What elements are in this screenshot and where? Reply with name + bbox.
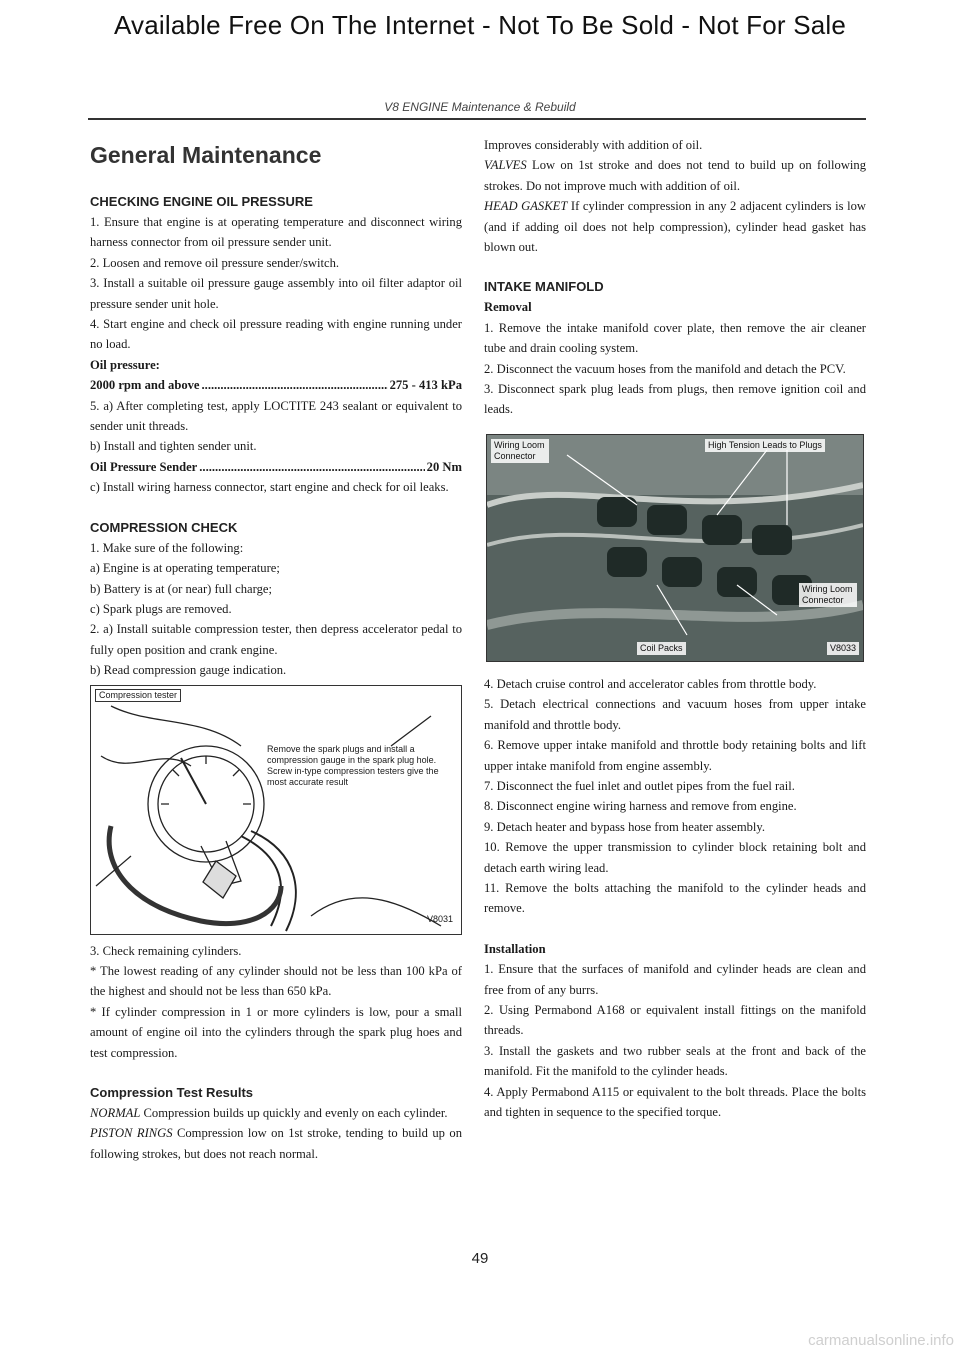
results-valves-text: Low on 1st stroke and does not tend to build up on following strokes. Do not improve much with addition of oil. [484,158,867,193]
removal-step-3: 3. Disconnect spark plug leads from plugs, then remove ignition coil and leads. [484,382,866,417]
install-step-2: 2. Using Permabond A168 or equivalent install fittings on the manifold threads. [484,1002,866,1038]
oil-step-5b: b) Install and tighten sender unit. [90,439,257,454]
compression-heading: COMPRESSION CHECK [90,519,238,535]
photo-label-wiring-loom-1: Wiring Loom Connector [491,439,549,463]
compression-gauge-illustration [91,686,461,934]
install-step-3: 3. Install the gaskets and two rubber seals at the front and back of the manifold. Fit the manifold to the cylinder heads. [484,1043,866,1079]
oil-step-3: 3. Install a suitable oil pressure gauge assembly into oil filter adaptor oil pressure sender unit hole. [90,276,462,311]
results-gasket-text: If cylinder compression in any 2 adjacent cylinders is low (and if adding oil does not help compression), cylinder head gasket has blown out. [484,199,867,255]
removal-step-6: 6. Remove upper intake manifold and throttle body retaining bolts and lift upper intake manifold from engine assembly. [484,738,866,773]
results-valves [484,155,866,196]
comp-step-2a: 2. a) Install suitable compression tester, then depress accelerator pedal to fully open position and crank engine. [90,622,462,657]
removal-step-7: 7. Disconnect the fuel inlet and outlet pipes from the fuel rail. [484,778,795,793]
oil-spec-1-label: 2000 rpm and above [90,378,200,393]
removal-step-5: 5. Detach electrical connections and vacuum hoses from upper intake manifold and throttle body. [484,697,866,732]
results-rings [90,1123,462,1164]
removal-step-1: 1. Remove the intake manifold cover plate, then remove the air cleaner tube and drain cooling system. [484,320,866,356]
results-heading: Compression Test Results [90,1084,254,1100]
comp-step-1c: c) Spark plugs are removed. [90,601,232,616]
install-step-4: 4. Apply Permabond A115 or equivalent to the bolt threads. Place the bolts and tighten in sequence to the specified torque. [484,1084,866,1119]
left-column [90,140,462,1164]
install-step-1: 1. Ensure that the surfaces of manifold and cylinder heads are clean and free from of any burrs. [484,962,866,997]
results-gasket-lead: HEAD GASKET [484,199,568,214]
oil-spec-row-2 [90,457,462,477]
oil-step-2: 2. Loosen and remove oil pressure sender/switch. [90,255,340,270]
removal-step-8: 8. Disconnect engine wiring harness and remove from engine. [484,799,797,814]
photo-code: V8033 [827,642,859,655]
comp-step-1b: b) Battery is at (or near) full charge; [90,581,272,596]
oil-pressure-heading: CHECKING ENGINE OIL PRESSURE [90,194,313,209]
removal-step-11: 11. Remove the bolts attaching the manifold to the cylinder heads and remove. [484,880,866,916]
leader-dots [199,457,424,477]
removal-step-10: 10. Remove the upper transmission to cylinder block retaining bolt and detach earth wiring lead. [484,840,866,875]
results-gasket [484,196,866,257]
removal-step-9: 9. Detach heater and bypass hose from heater assembly. [484,819,766,834]
results-normal-lead: NORMAL [90,1105,141,1120]
leader-dots [202,375,388,395]
running-head: V8 ENGINE Maintenance & Rebuild [384,100,576,114]
results-normal [90,1103,462,1123]
results-normal-text: Compression builds up quickly and evenly on each cylinder. [143,1105,448,1120]
oil-spec-heading: Oil pressure: [90,357,160,372]
installation-heading: Installation [484,941,546,956]
header-rule [88,118,866,120]
comp-bullet-1: * The lowest reading of any cylinder should not be less than 100 kPa of the highest and should not be less than 650 kPa. [90,963,462,999]
photo-label-coil-packs: Coil Packs [637,642,686,655]
oil-step-1: 1. Ensure that engine is at operating temperature and disconnect wiring harness connector from oil pressure sender unit. [90,215,462,250]
engine-bay-photo [487,435,863,661]
comp-step-3: 3. Check remaining cylinders. [90,943,242,958]
results-valves-lead: VALVES [484,158,527,173]
oil-spec-row-1 [90,375,462,395]
comp-step-2b: b) Read compression gauge indication. [90,663,287,678]
oil-spec-2-value: 20 Nm [426,459,462,474]
comp-step-1: 1. Make sure of the following: [90,540,244,555]
compression-tester-figure [90,685,462,935]
page-title: General Maintenance [90,142,322,168]
removal-heading: Removal [484,300,532,315]
intake-manifold-photo [486,434,864,662]
figure-code: V8031 [426,914,453,925]
figure-note: Remove the spark plugs and install a compression gauge in the spark plug hole. Screw in-type compression testers give the most accurate result [267,743,439,787]
photo-label-wiring-loom-2: Wiring Loom Connector [799,583,857,607]
figure-caption: Compression tester [95,689,181,702]
oil-spec-1-value: 275 - 413 kPa [389,378,462,393]
oil-step-5a: 5. a) After completing test, apply LOCTITE 243 sealant or equivalent to sender unit threads. [90,398,462,434]
rings-continued: Improves considerably with addition of oil. [484,138,703,152]
oil-spec-2-label: Oil Pressure Sender [90,459,198,474]
oil-step-4: 4. Start engine and check oil pressure reading with engine running under no load. [90,317,462,352]
results-rings-lead: PISTON RINGS [90,1126,173,1141]
intake-heading: INTAKE MANIFOLD [484,279,604,295]
oil-step-5c: c) Install wiring harness connector, start engine and check for oil leaks. [90,480,449,495]
photo-label-ht-leads: High Tension Leads to Plugs [705,439,825,452]
page-number: 49 [471,1250,489,1267]
removal-step-2: 2. Disconnect the vacuum hoses from the manifold and detach the PCV. [484,361,846,376]
watermark: carmanualsonline.info [808,1332,954,1349]
banner-text: Available Free On The Internet - Not To Be Sold - Not For Sale [113,10,847,40]
right-column [484,135,866,1122]
removal-step-4: 4. Detach cruise control and accelerator cables from throttle body. [484,676,817,691]
comp-bullet-2: * If cylinder compression in 1 or more cylinders is low, pour a small amount of engine oil into the cylinders through the spark plug hoes and test compression. [90,1004,462,1060]
comp-step-1a: a) Engine is at operating temperature; [90,561,280,576]
results-rings-text: Compression low on 1st stroke, tending to build up on following strokes, but does not reach normal. [90,1126,462,1161]
